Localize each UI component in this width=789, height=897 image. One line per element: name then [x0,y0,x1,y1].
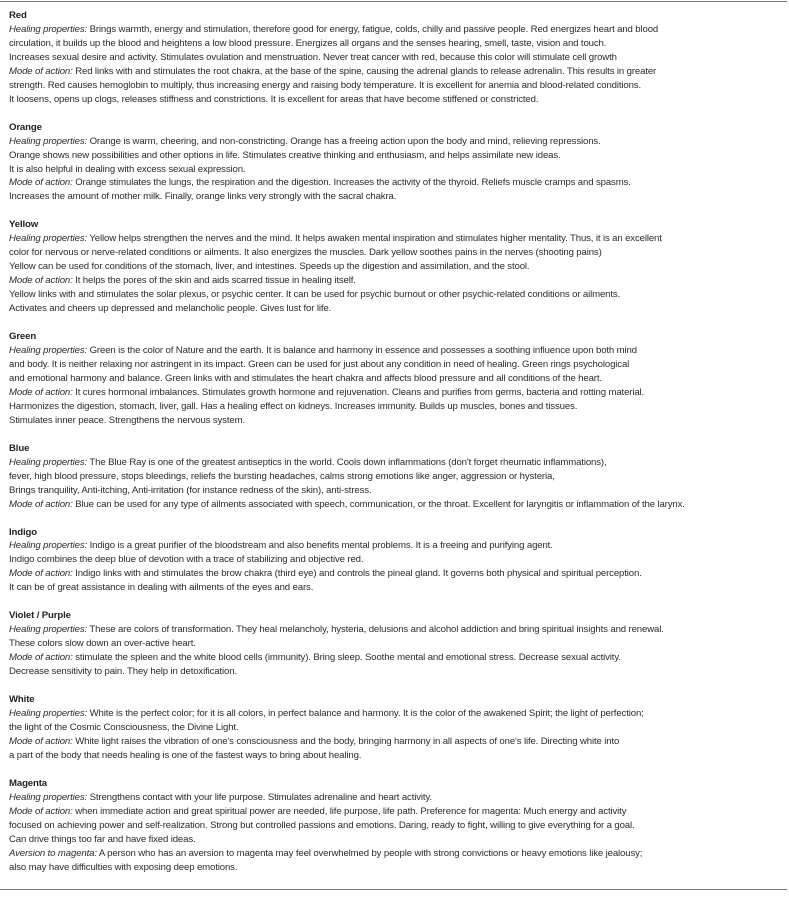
text-line [9,372,785,386]
text-line [9,833,785,847]
line-text: a part of the body that needs healing is one of the fastest ways to bring about healing. [9,749,362,761]
text-line [9,665,785,679]
text-line [9,735,785,749]
text-line [9,721,785,735]
line-text: It helps the pores of the skin and aids scarred tissue in healing itself. [72,275,356,287]
text-line [9,553,785,567]
line-text: circulation, it builds up the blood and heightens a low blood pressure. Energizes all organs and the senses hearing, smell, taste, vision and touch. [9,37,607,49]
text-line [9,847,785,861]
text-line [9,246,785,260]
field-label: Healing properties: [9,135,88,147]
line-text: Strengthens contact with your life purpose. Stimulates adrenaline and heart activity. [87,791,432,803]
line-text: These are colors of transformation. They heal melancholy, hysteria, delusions and alcohol addiction and bring spiritual insights and renewal. [87,624,664,636]
text-line [9,819,785,833]
field-label: Mode of action: [9,65,73,77]
field-label: Aversion to magenta: [9,847,97,859]
line-text: Red links with and stimulates the root chakra, at the base of the spine, causing the adrenal glands to release adrenalin. This results in greater [72,65,657,77]
text-line [9,93,785,107]
color-section-yellow [9,218,785,316]
line-text: Yellow links with and stimulates the solar plexus, or psychic center. It can be used for psychic burnout or other psychic-related conditions or ailments. [9,289,621,301]
line-text: It cures hormonal imbalances. Stimulates growth hormone and rejuvenation. Cleans and purifies from germs, bacteria and rotting material. [72,386,645,398]
text-line [9,581,785,595]
field-label: Healing properties: [9,233,88,245]
line-text: It is also helpful in dealing with excess sexual expression. [9,163,246,175]
text-line [9,805,785,819]
text-line [9,791,785,805]
bottom-rule [0,889,787,890]
line-text: Blue can be used for any type of ailments associated with speech, communication, or the throat. Excellent for laryngitis or inflammation of the larynx. [72,498,685,510]
line-text: and emotional harmony and balance. Green links with and stimulates the heart chakra and affects blood pressure and all conditions of the heart. [9,372,602,384]
color-section-orange [9,121,785,205]
line-text: Indigo is a great purifier of the bloodstream and also benefits mental problems. It is a freeing and purifying agent. [87,540,553,552]
line-text: stimulate the spleen and the white blood cells (immunity). Bring sleep. Soothe mental and emotional stress. Decrease sexual activity. [72,652,621,664]
line-text: Brings warmth, energy and stimulation, therefore good for energy, fatigue, colds, chilly and passive people. Red energizes heart and blood [87,23,659,35]
text-line [9,358,785,372]
color-section-magenta [9,777,785,875]
section-heading: Violet / Purple [9,610,71,622]
field-label: Mode of action: [9,652,73,664]
text-line [9,861,785,875]
section-heading: Orange [9,121,42,133]
line-text: Brings tranquility, Anti-itching, Anti-irritation (for instance redness of the skin), anti-stress. [9,484,372,496]
line-text: A person who has an aversion to magenta may feel overwhelmed by people with strong convictions or heavy emotions like jealousy; [96,847,643,859]
text-line [9,65,785,79]
text-line [9,749,785,763]
field-label: Healing properties: [9,23,88,35]
color-section-blue [9,442,785,512]
line-text: These colors slow down an over-active heart. [9,638,196,650]
line-text: strength. Red causes hemoglobin to multiply, thus increasing energy and raising body temperature. It is excellent for anemia and blood-related conditions. [9,79,642,91]
text-line [9,135,785,149]
text-line [9,176,785,190]
text-line [9,623,785,637]
line-text: The Blue Ray is one of the greatest antiseptics in the world. Cools down inflammations (don't forget rheumatic inflammations), [87,456,607,468]
field-label: Mode of action: [9,275,73,287]
text-line [9,51,785,65]
text-line [9,484,785,498]
text-line [9,302,785,316]
section-heading: White [9,694,35,706]
section-heading: Indigo [9,526,37,538]
line-text: White is the perfect color; for it is all colors, in perfect balance and harmony. It is the color of the awakened Spirit; the light of perfection; [87,707,644,719]
section-heading: Red [9,10,27,21]
text-line [9,400,785,414]
text-line [9,637,785,651]
text-line [9,414,785,428]
field-label: Healing properties: [9,345,88,357]
text-line [9,232,785,246]
color-section-white [9,693,785,763]
text-line [9,37,785,51]
text-line [9,707,785,721]
text-line [9,386,785,400]
field-label: Healing properties: [9,624,88,636]
text-line [9,456,785,470]
section-heading: Blue [9,442,30,454]
text-line [9,260,785,274]
text-line [9,470,785,484]
line-text: It loosens, opens up clogs, releases stiffness and constrictions. It is excellent for areas that have become stiffened or constricted. [9,93,539,105]
text-line [9,190,785,204]
line-text: Indigo combines the deep blue of devotion with a trace of stabilizing and objective red. [9,554,364,566]
text-line [9,539,785,553]
field-label: Mode of action: [9,568,73,580]
field-label: Mode of action: [9,805,73,817]
field-label: Mode of action: [9,735,73,747]
field-label: Healing properties: [9,791,88,803]
color-section-green [9,330,785,428]
text-line [9,567,785,581]
line-text: color for nervous or nerve-related conditions or ailments. It also energizes the muscles. Dark yellow soothes pains in the nerves (shooting pains) [9,247,602,259]
top-rule [0,1,787,2]
line-text: Harmonizes the digestion, stomach, liver, gall. Has a healing effect on kidneys. Increases immunity. Builds up muscles, bones and tissues. [9,400,578,412]
line-text: Indigo links with and stimulates the brow chakra (third eye) and controls the pineal gland. It governs both physical and spiritual perception. [72,568,642,580]
line-text: Yellow can be used for conditions of the stomach, liver, and intestines. Speeds up the digestion and assimilation, and the stool. [9,261,530,273]
line-text: the light of the Cosmic Consciousness, the Divine Light. [9,721,239,733]
field-label: Mode of action: [9,177,73,189]
field-label: Healing properties: [9,707,88,719]
line-text: Orange is warm, cheering, and non-constricting. Orange has a freeing action upon the body and mind, relieving repressions. [87,135,601,147]
text-line [9,163,785,177]
line-text: Activates and cheers up depressed and melancholic people. Gives lust for life. [9,303,332,315]
line-text: Yellow helps strengthen the nerves and the mind. It helps awaken mental inspiration and stimulates higher mentality. Thus, it is an excellent [87,233,662,245]
field-label: Healing properties: [9,540,88,552]
text-line [9,498,785,512]
line-text: Decrease sensitivity to pain. They help in detoxification. [9,666,237,678]
text-line [9,274,785,288]
line-text: focused on achieving power and self-realization. Strong but controlled passions and emotions. Daring, ready to fight, willing to give everything for a goal. [9,819,635,831]
color-section-violet-purple [9,609,785,679]
line-text: fever, high blood pressure, stops bleedings, reliefs the bursting headaches, calms strong emotions like anger, aggression or hysteria, [9,470,555,482]
color-section-indigo [9,526,785,596]
text-line [9,79,785,93]
section-heading: Yellow [9,219,39,231]
line-text: Orange shows new possibilities and other options in life. Stimulates creative thinking and enthusiasm, and helps assimilate new ideas. [9,149,561,161]
color-section-red [9,9,785,107]
line-text: Increases the amount of mother milk. Finally, orange links very strongly with the sacral chakra. [9,191,397,203]
line-text: Green is the color of Nature and the earth. It is balance and harmony in essence and possesses a soothing influence upon both mind [87,345,637,357]
field-label: Mode of action: [9,386,73,398]
text-line [9,149,785,163]
field-label: Mode of action: [9,498,73,510]
color-healing-document [9,9,785,888]
text-line [9,344,785,358]
field-label: Healing properties: [9,456,88,468]
line-text: White light raises the vibration of one's consciousness and the body, bringing harmony in all aspects of one's life. Directing white into [72,735,620,747]
text-line [9,288,785,302]
line-text: Can drive things too far and have fixed ideas. [9,833,196,845]
line-text: Stimulates inner peace. Strengthens the nervous system. [9,414,246,426]
section-heading: Magenta [9,777,48,789]
line-text: and body. It is neither relaxing nor astringent in its impact. Green can be used for just about any condition in need of healing. Green rings psychological [9,358,630,370]
text-line [9,23,785,37]
line-text: also may have difficulties with exposing deep emotions. [9,861,238,873]
text-line [9,651,785,665]
line-text: Orange stimulates the lungs, the respiration and the digestion. Increases the activity of the thyroid. Reliefs muscle cramps and spasms. [72,177,631,189]
line-text: Increases sexual desire and activity. Stimulates ovulation and menstruation. Never treat cancer with red, because this color will stimulate cell growth [9,51,617,63]
line-text: when immediate action and great spiritual power are needed, life purpose, life path. Preference for magenta: Much energy and activity [72,805,627,817]
section-heading: Green [9,331,37,343]
line-text: It can be of great assistance in dealing with ailments of the eyes and ears. [9,582,314,594]
